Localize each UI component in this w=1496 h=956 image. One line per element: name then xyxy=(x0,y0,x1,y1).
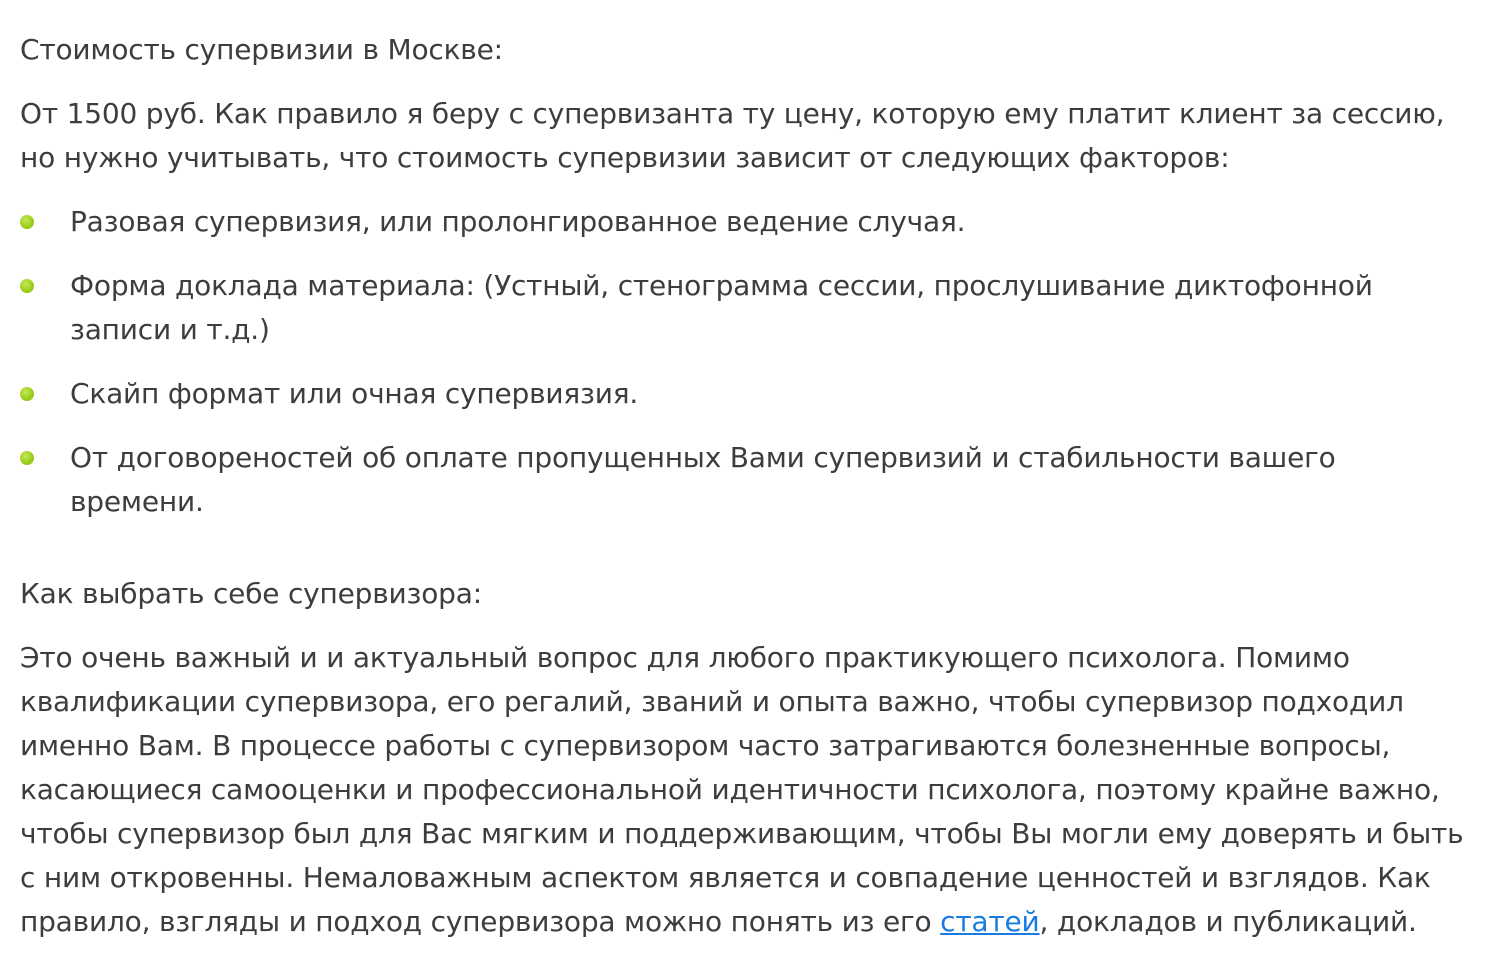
list-item xyxy=(20,200,1476,244)
bullet-icon xyxy=(20,451,34,465)
choose-supervisor-heading: Как выбрать себе супервизора: xyxy=(20,577,482,610)
list-item-text: Форма доклада материала: (Устный, стенограмма сессии, прослушивание диктофонной записи и т.д.) xyxy=(70,269,1373,346)
list-item-text: Скайп формат или очная супервиязия. xyxy=(70,377,639,410)
list-item xyxy=(20,264,1476,352)
choose-supervisor-paragraph xyxy=(20,636,1476,944)
paragraph-text: Это очень важный и и актуальный вопрос для любого практикующего психолога. Помимо квалификации супервизора, его регалий, званий и опыта важно, чтобы супервизор подходил именно Вам. В процессе работы с супервизором часто затрагиваются болезненные вопросы, касающиеся самооценки и профессиональной идентичности психолога, поэтому крайне важно, чтобы супервизор был для Вас мягким и поддерживающим, чтобы Вы могли ему доверять и быть с ним откровенны. Немаловажным аспектом является и совпадение ценностей и взглядов. Как правило, взгляды и подход супервизора можно понять из его xyxy=(20,641,1464,938)
list-item xyxy=(20,372,1476,416)
price-intro-paragraph: От 1500 руб. Как правило я беру с супервизанта ту цену, которую ему платит клиент за сессию, но нужно учитывать, что стоимость супервизии зависит от следующих факторов: xyxy=(20,97,1445,174)
bullet-icon xyxy=(20,387,34,401)
paragraph-text-end: , докладов и публикаций. xyxy=(1039,905,1417,938)
price-factors-list xyxy=(20,200,1476,524)
list-item xyxy=(20,436,1476,524)
price-heading: Стоимость супервизии в Москве: xyxy=(20,33,503,66)
bullet-icon xyxy=(20,279,34,293)
bullet-icon xyxy=(20,215,34,229)
list-item-text: От договореностей об оплате пропущенных Вами супервизий и стабильности вашего времени. xyxy=(70,441,1336,518)
articles-link[interactable]: статей xyxy=(940,905,1040,938)
list-item-text: Разовая супервизия, или пролонгированное ведение случая. xyxy=(70,205,966,238)
